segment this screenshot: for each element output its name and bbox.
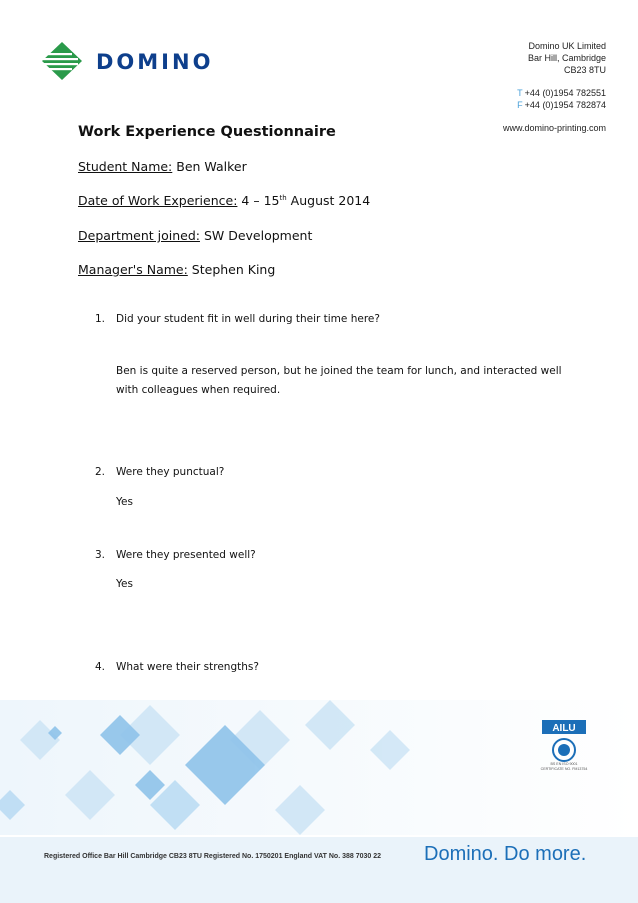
answer-1: Ben is quite a reserved person, but he joined the team for lunch, and interacted well with colleagues when required. — [116, 365, 562, 396]
student-name-field — [78, 159, 247, 174]
logo-wordmark: DOMINO — [96, 50, 214, 74]
registered-office-line: Registered Office Bar Hill Cambridge CB23 8TU Registered No. 1750201 England VAT No. 388 7030 22 — [44, 853, 382, 860]
company-website: www.domino-printing.com — [502, 123, 606, 133]
date-field: Date of Work Experience: 4 – 15th August 2014 — [78, 193, 371, 208]
question-2: 2. Were they punctual? — [95, 466, 225, 478]
date-label: Date of Work Experience: — [78, 193, 238, 208]
company-address-block — [503, 40, 606, 134]
department-field — [78, 228, 312, 243]
manager-field — [78, 262, 275, 277]
question-4: 4. What were their strengths? — [95, 661, 259, 673]
company-postcode: CB23 8TU — [563, 65, 606, 75]
student-name-value: Ben Walker — [176, 159, 247, 174]
company-fax: F +44 (0)1954 782874 — [517, 100, 606, 110]
answer-2: Yes — [116, 496, 133, 508]
document-title: Work Experience Questionnaire — [78, 124, 336, 140]
svg-text:AILU: AILU — [552, 723, 576, 734]
answer-3: Yes — [116, 578, 133, 590]
company-telephone: T +44 (0)1954 782551 — [517, 88, 606, 98]
department-value: SW Development — [203, 228, 313, 243]
student-name-label: Student Name: — [78, 159, 173, 174]
footer-tagline: Domino. Do more. — [424, 843, 587, 865]
manager-value: Stephen King — [191, 262, 276, 277]
company-name: Domino UK Limited — [528, 41, 606, 51]
certification-text: BS EN ISO 9001 CERTIFICATE NO. FM13754 — [540, 762, 588, 771]
manager-label: Manager's Name: — [78, 262, 188, 277]
question-3: 3. Were they presented well? — [95, 549, 256, 561]
company-address-line: Bar Hill, Cambridge — [527, 53, 606, 63]
department-label: Department joined: — [78, 228, 200, 243]
question-1: 1. Did your student fit in well during their time here? — [95, 313, 380, 325]
